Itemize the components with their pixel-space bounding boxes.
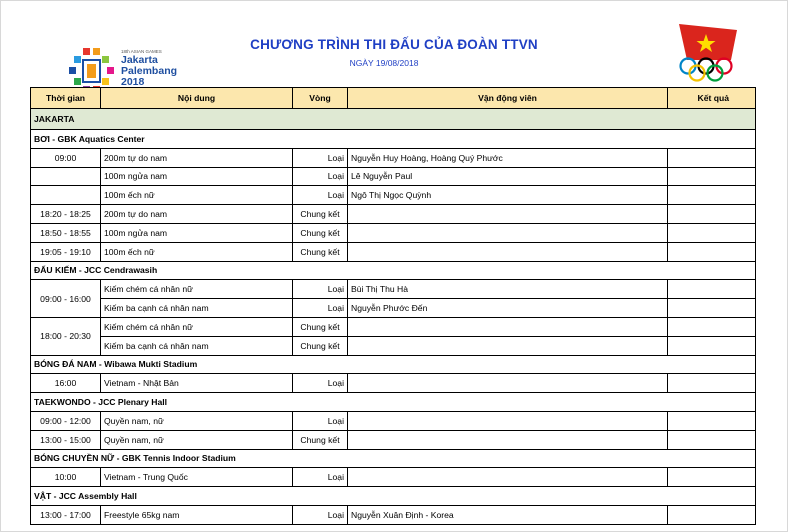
cell-athletes: Nguyễn Huy Hoàng, Hoàng Quý Phước xyxy=(348,148,668,167)
cell-event: Quyền nam, nữ xyxy=(101,411,293,430)
table-row xyxy=(31,430,756,449)
cell-event: Kiếm chém cá nhân nữ xyxy=(101,280,293,299)
cell-result xyxy=(668,167,756,186)
cell-result xyxy=(668,374,756,393)
page-title: CHƯƠNG TRÌNH THI ĐẤU CỦA ĐOÀN TTVN xyxy=(250,37,538,52)
venue-row xyxy=(31,393,756,412)
venue-swimming: BƠI - GBK Aquatics Center xyxy=(31,130,756,149)
region-row xyxy=(31,109,756,130)
table-row xyxy=(31,411,756,430)
cell-event: 100m ếch nữ xyxy=(101,242,293,261)
cell-time: 18:20 - 18:25 xyxy=(31,205,101,224)
venue-fencing: ĐẤU KIẾM - JCC Cendrawasih xyxy=(31,261,756,280)
asian-games-logo-text xyxy=(121,49,177,88)
cell-event: 200m tự do nam xyxy=(101,205,293,224)
venue-row xyxy=(31,355,756,374)
cell-result xyxy=(668,242,756,261)
cell-event: Kiếm chém cá nhân nữ xyxy=(101,317,293,336)
schedule-table xyxy=(30,87,756,525)
table-row xyxy=(31,148,756,167)
venue-taekwondo: TAEKWONDO - JCC Plenary Hall xyxy=(31,393,756,412)
table-row xyxy=(31,468,756,487)
venue-row xyxy=(31,130,756,149)
cell-event: Vietnam - Nhật Bản xyxy=(101,374,293,393)
venue-wrestling: VẬT - JCC Assembly Hall xyxy=(31,487,756,506)
cell-athletes: Bùi Thị Thu Hà xyxy=(348,280,668,299)
cell-athletes xyxy=(348,468,668,487)
cell-event: Kiếm ba cạnh cá nhân nam xyxy=(101,299,293,318)
logo-line-palembang: Palembang xyxy=(121,65,178,77)
cell-round: Loại xyxy=(293,186,348,205)
cell-event: Quyền nam, nữ xyxy=(101,430,293,449)
cell-round: Loại xyxy=(293,167,348,186)
cell-result xyxy=(668,336,756,355)
cell-round: Loại xyxy=(293,374,348,393)
cell-result xyxy=(668,411,756,430)
cell-round: Chung kết xyxy=(293,336,348,355)
cell-event: 100m ngửa nam xyxy=(101,223,293,242)
cell-time: 13:00 - 17:00 xyxy=(31,505,101,524)
cell-event: Kiếm ba cạnh cá nhân nam xyxy=(101,336,293,355)
cell-round: Loại xyxy=(293,299,348,318)
cell-time: 09:00 xyxy=(31,148,101,167)
cell-athletes xyxy=(348,411,668,430)
table-row xyxy=(31,299,756,318)
cell-event: Vietnam - Trung Quốc xyxy=(101,468,293,487)
table-row xyxy=(31,374,756,393)
cell-athletes: Nguyễn Phước Đến xyxy=(348,299,668,318)
cell-result xyxy=(668,430,756,449)
cell-athletes xyxy=(348,223,668,242)
table-row xyxy=(31,223,756,242)
header-athletes: Vận động viên xyxy=(348,88,668,109)
cell-result xyxy=(668,317,756,336)
cell-round: Loại xyxy=(293,148,348,167)
table-row xyxy=(31,505,756,524)
venue-row xyxy=(31,487,756,506)
cell-time: 18:00 - 20:30 xyxy=(31,317,101,355)
cell-round: Loại xyxy=(293,505,348,524)
cell-round: Loại xyxy=(293,468,348,487)
table-row xyxy=(31,186,756,205)
cell-time: 10:00 xyxy=(31,468,101,487)
logo-line-jakarta: Jakarta xyxy=(121,54,158,66)
table-row xyxy=(31,336,756,355)
cell-result xyxy=(668,223,756,242)
table-row xyxy=(31,280,756,299)
page-date: NGÀY 19/08/2018 xyxy=(349,58,419,68)
venue-football: BÓNG ĐÁ NAM - Wibawa Mukti Stadium xyxy=(31,355,756,374)
cell-result xyxy=(668,299,756,318)
cell-round: Chung kết xyxy=(293,430,348,449)
cell-time xyxy=(31,167,101,186)
cell-result xyxy=(668,205,756,224)
cell-athletes: Nguyễn Xuân Định - Korea xyxy=(348,505,668,524)
logo-line-year: 2018 xyxy=(121,76,145,88)
cell-athletes xyxy=(348,242,668,261)
cell-time: 18:50 - 18:55 xyxy=(31,223,101,242)
cell-result xyxy=(668,186,756,205)
cell-time: 19:05 - 19:10 xyxy=(31,242,101,261)
cell-event: 100m ngửa nam xyxy=(101,167,293,186)
cell-athletes xyxy=(348,317,668,336)
venue-volleyball: BÓNG CHUYỀN NỮ - GBK Tennis Indoor Stadium xyxy=(31,449,756,468)
cell-athletes xyxy=(348,430,668,449)
cell-athletes xyxy=(348,205,668,224)
cell-round: Chung kết xyxy=(293,317,348,336)
cell-athletes xyxy=(348,374,668,393)
cell-round: Loại xyxy=(293,280,348,299)
cell-result xyxy=(668,505,756,524)
vietnam-olympic-logo-icon xyxy=(673,20,743,82)
cell-event: 100m ếch nữ xyxy=(101,186,293,205)
header-round: Vòng xyxy=(293,88,348,109)
header-result: Kết quả xyxy=(668,88,756,109)
cell-result xyxy=(668,280,756,299)
cell-athletes: Lê Nguyễn Paul xyxy=(348,167,668,186)
cell-time: 09:00 - 16:00 xyxy=(31,280,101,318)
cell-round: Loại xyxy=(293,411,348,430)
logo-small-caption: 18th ASIAN GAMES xyxy=(121,49,162,54)
cell-result xyxy=(668,468,756,487)
cell-round: Chung kết xyxy=(293,242,348,261)
cell-athletes: Ngô Thị Ngọc Quỳnh xyxy=(348,186,668,205)
cell-athletes xyxy=(348,336,668,355)
table-header-row xyxy=(31,88,756,109)
table-row xyxy=(31,317,756,336)
venue-row xyxy=(31,261,756,280)
cell-event: 200m tự do nam xyxy=(101,148,293,167)
table-row xyxy=(31,242,756,261)
cell-time: 09:00 - 12:00 xyxy=(31,411,101,430)
region-label: JAKARTA xyxy=(31,109,756,130)
cell-time xyxy=(31,186,101,205)
cell-result xyxy=(668,148,756,167)
cell-time: 16:00 xyxy=(31,374,101,393)
cell-round: Chung kết xyxy=(293,223,348,242)
header-time: Thời gian xyxy=(31,88,101,109)
cell-event: Freestyle 65kg nam xyxy=(101,505,293,524)
cell-time: 13:00 - 15:00 xyxy=(31,430,101,449)
venue-row xyxy=(31,449,756,468)
table-row xyxy=(31,167,756,186)
cell-round: Chung kết xyxy=(293,205,348,224)
header-event: Nội dung xyxy=(101,88,293,109)
table-row xyxy=(31,205,756,224)
